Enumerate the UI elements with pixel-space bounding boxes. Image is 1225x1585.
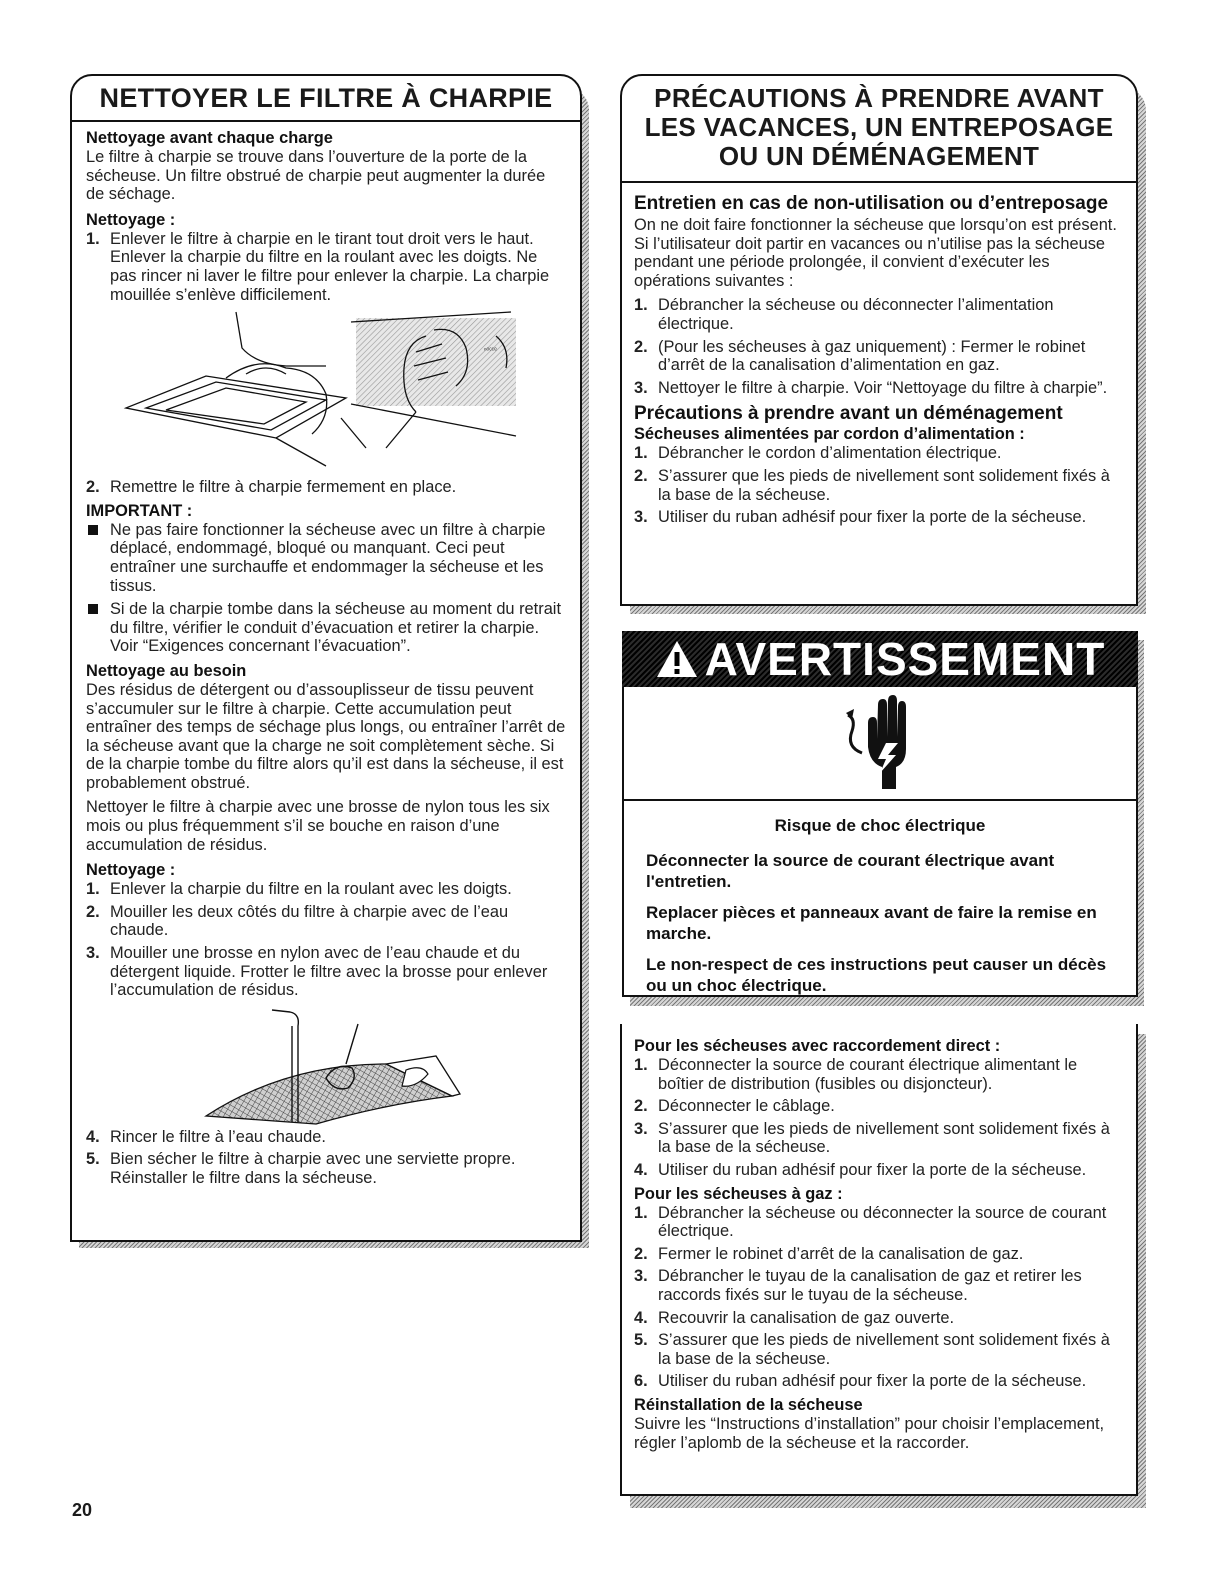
step-text: S’assurer que les pieds de nivellement sont solidement fixés à la base de la sécheuse. (658, 466, 1110, 504)
step-item (634, 467, 1124, 504)
reinstall-paragraph: Suivre les “Instructions d’installation” pour choisir l’emplacement, régler l’aplomb de la sécheuse et la raccorder. (634, 1414, 1105, 1452)
moving-heading: Précautions à prendre avant un déménagement (634, 403, 1063, 425)
direct-wire-panel (620, 1024, 1138, 1496)
step-number: 2. (86, 478, 100, 497)
step-number: 3. (86, 944, 100, 963)
precautions-title (622, 76, 1136, 183)
step-text: Utiliser du ruban adhésif pour fixer la porte de la sécheuse. (658, 508, 1087, 527)
step-text: Recouvrir la canalisation de gaz ouverte. (658, 1308, 955, 1327)
step-item (86, 1128, 566, 1147)
step-text: Bien sécher le filtre à charpie avec une serviette propre. Réinstaller le filtre dans la sécheuse. (110, 1150, 516, 1187)
step-item (634, 444, 1124, 463)
important-text: Si de la charpie tombe dans la sécheuse au moment du retrait du filtre, vérifier le conduit d’évacuation et retirer la charpie. Voir “Exigences concernant l’évacuation”. (110, 600, 561, 656)
intro-text: Le filtre à charpie se trouve dans l’ouverture de la porte de la sécheuse. Un filtre obstrué de charpie peut augmenter la durée de séchage. (86, 148, 546, 204)
step-item (86, 944, 566, 1000)
warning-banner-text: AVERTISSEMENT (704, 633, 1106, 685)
step-number: 6. (634, 1372, 648, 1391)
as-needed-heading: Nettoyage au besoin (86, 661, 247, 680)
bullet-square-icon (88, 525, 98, 535)
cleaning-heading-2: Nettoyage : (86, 861, 176, 880)
direct-wire-steps (634, 1056, 1124, 1180)
step-item (634, 1120, 1124, 1157)
step-item (634, 1204, 1124, 1241)
step-item (634, 1372, 1124, 1391)
lint-filter-removal-drawing (86, 308, 576, 478)
step-item (634, 1331, 1124, 1368)
step-item (634, 338, 1124, 375)
step-number: 5. (634, 1331, 648, 1350)
step-item (634, 296, 1124, 333)
step-text: Enlever la charpie du filtre en la roulant avec les doigts. (110, 880, 512, 899)
warning-triangle-icon (655, 639, 699, 679)
step-text: Déconnecter le câblage. (658, 1097, 835, 1116)
step-text: Déconnecter la source de courant électrique alimentant le boîtier de distribution (fusibles ou disjoncteur). (658, 1056, 1078, 1093)
step-text: Nettoyer le filtre à charpie. Voir “Nettoyage du filtre à charpie”. (658, 378, 1108, 397)
step-text: Mouiller une brosse en nylon avec de l’eau chaude et du détergent liquide. Frotter le filtre avec la brosse pour enlever l’accumulation de résidus. (110, 944, 548, 1000)
lint-filter-title: NETTOYER LE FILTRE À CHARPIE (72, 76, 580, 122)
storage-heading: Entretien en cas de non-utilisation ou d’entreposage (634, 193, 1109, 214)
direct-wire-heading: Pour les sécheuses avec raccordement direct : (634, 1037, 1001, 1055)
important-label: IMPORTANT : (86, 501, 193, 520)
important-item (86, 521, 566, 595)
precautions-title-line-1: PRÉCAUTIONS À PRENDRE AVANT (654, 83, 1104, 113)
warning-line-2: Replacer pièces et panneaux avant de faire la remise en marche. (646, 903, 1097, 943)
step-number: 1. (86, 229, 100, 248)
step-number: 5. (86, 1150, 100, 1169)
step-text: Débrancher la sécheuse ou déconnecter l’alimentation électrique. (658, 296, 1054, 333)
before-each-load-heading: Nettoyage avant chaque charge (86, 129, 333, 147)
step-number: 2. (634, 466, 648, 485)
cord-dryers-heading: Sécheuses alimentées par cordon d’alimentation : (634, 425, 1025, 444)
cleaning-heading: Nettoyage : (86, 210, 176, 229)
warning-banner (622, 631, 1138, 687)
step-number: 3. (634, 508, 648, 527)
important-item (86, 600, 566, 656)
lint-filter-illustration (86, 308, 566, 478)
cleaning-steps-a (86, 230, 566, 304)
gas-dryer-steps (634, 1204, 1124, 1391)
cord-dryer-steps (634, 444, 1124, 526)
step-number: 1. (634, 444, 648, 463)
step-number: 3. (634, 378, 648, 397)
step-number: 3. (634, 1119, 648, 1138)
step-item (86, 1150, 566, 1187)
step-item (634, 508, 1124, 527)
step-number: 2. (634, 337, 648, 356)
step-text: S’assurer que les pieds de nivellement sont solidement fixés à la base de la sécheuse. (658, 1331, 1110, 1368)
step-text: Utiliser du ruban adhésif pour fixer la porte de la sécheuse. (658, 1160, 1087, 1179)
cleaning-steps-d (86, 1128, 566, 1188)
as-needed-paragraph-1: Des résidus de détergent ou d’assouplisseur de tissu peuvent s’accumuler sur le filtre à charpie. Cette accumulation peut entraîner des temps de séchage plus longs, ou entraîner l’arrêt de la sécheuse avant que la charge ne soit complètement sèche. Si de la charpie tombe du filtre alors qu’il est dans la sécheuse, il est probablement obstrué. (86, 680, 566, 792)
svg-text:ⁿᵒᶜᶜᵉ: ⁿᵒᶜᶜᵉ (484, 347, 497, 355)
step-number: 4. (634, 1308, 648, 1327)
step-text: Débrancher le tuyau de la canalisation de gaz et retirer les raccords fixés sur le tuyau de la sécheuse. (658, 1267, 1082, 1304)
step-item (634, 1245, 1124, 1264)
step-number: 3. (634, 1267, 648, 1286)
warning-divider (624, 799, 1136, 801)
storage-paragraph: On ne doit faire fonctionner la sécheuse que lorsqu’on est présent. Si l’utilisateur doit partir en vacances ou n’utilise pas la sécheuse pendant une période prolongée, il convient d’exécuter les opérations suivantes : (634, 216, 1117, 290)
step-text: Débrancher la sécheuse ou déconnecter la source de courant électrique. (658, 1203, 1107, 1241)
step-item (634, 1056, 1124, 1093)
step-item (634, 379, 1124, 398)
step-text: Enlever le filtre à charpie en le tirant tout droit vers le haut. Enlever la charpie du filtre en la roulant avec les doigts. Ne pas rincer ni laver le filtre pour enlever la charpie. La charpie mouillée s’enlève difficilement. (110, 229, 550, 304)
electric-shock-hand-icon (842, 693, 922, 793)
gas-dryers-heading: Pour les sécheuses à gaz : (634, 1184, 843, 1203)
step-text: (Pour les sécheuses à gaz uniquement) : Fermer le robinet d’arrêt de la canalisation d’alimentation en gaz. (658, 337, 1086, 375)
step-item (86, 230, 566, 304)
step-number: 1. (634, 1056, 648, 1074)
step-number: 1. (634, 1203, 648, 1222)
step-item (634, 1097, 1124, 1116)
page-number: 20 (72, 1500, 93, 1520)
step-text: Remettre le filtre à charpie fermement en place. (110, 478, 457, 497)
cleaning-steps-c (86, 880, 566, 1000)
step-text: Rincer le filtre à l’eau chaude. (110, 1127, 326, 1146)
warning-box (622, 687, 1138, 997)
step-text: Utiliser du ruban adhésif pour fixer la porte de la sécheuse. (658, 1372, 1087, 1391)
filter-washing-illustration (86, 1004, 566, 1128)
step-item (86, 478, 566, 497)
warning-risk: Risque de choc électrique (774, 816, 986, 835)
step-number: 4. (634, 1160, 648, 1179)
step-item (86, 880, 566, 899)
step-text: Mouiller les deux côtés du filtre à charpie avec de l’eau chaude. (110, 902, 509, 940)
step-item (86, 903, 566, 940)
bullet-square-icon (88, 604, 98, 614)
step-item (634, 1309, 1124, 1328)
lint-filter-panel (70, 74, 582, 1242)
step-item (634, 1161, 1124, 1180)
warning-line-1: Déconnecter la source de courant électrique avant l'entretien. (646, 851, 1055, 891)
step-text: Fermer le robinet d’arrêt de la canalisation de gaz. (658, 1244, 1024, 1263)
important-list (86, 521, 566, 656)
step-item (634, 1267, 1124, 1304)
step-number: 4. (86, 1127, 100, 1146)
as-needed-paragraph-2: Nettoyer le filtre à charpie avec une brosse de nylon tous les six mois ou plus fréquemment s’il se bouche en raison d’une accumulation de résidus. (86, 798, 550, 854)
important-text: Ne pas faire fonctionner la sécheuse avec un filtre à charpie déplacé, endommagé, bloqué ou manquant. Ceci peut entraîner une surchauffe et endommager la sécheuse et les tissus. (110, 520, 546, 595)
warning-line-3: Le non-respect de ces instructions peut causer un décès ou un choc électrique. (646, 955, 1107, 995)
reinstall-heading: Réinstallation de la sécheuse (634, 1395, 863, 1414)
step-number: 1. (86, 880, 100, 899)
step-number: 2. (86, 902, 100, 921)
step-text: S’assurer que les pieds de nivellement sont solidement fixés à la base de la sécheuse. (658, 1119, 1110, 1157)
step-number: 2. (634, 1097, 648, 1116)
cleaning-steps-b (86, 478, 566, 497)
precautions-panel (620, 74, 1138, 606)
step-number: 1. (634, 296, 648, 315)
step-number: 2. (634, 1244, 648, 1263)
step-text: Débrancher le cordon d’alimentation électrique. (658, 444, 1002, 463)
filter-washing-drawing (86, 1004, 576, 1128)
storage-steps (634, 296, 1124, 397)
precautions-title-line-3: OU UN DÉMÉNAGEMENT (718, 141, 1040, 171)
precautions-title-line-2: LES VACANCES, UN ENTREPOSAGE (644, 112, 1114, 142)
